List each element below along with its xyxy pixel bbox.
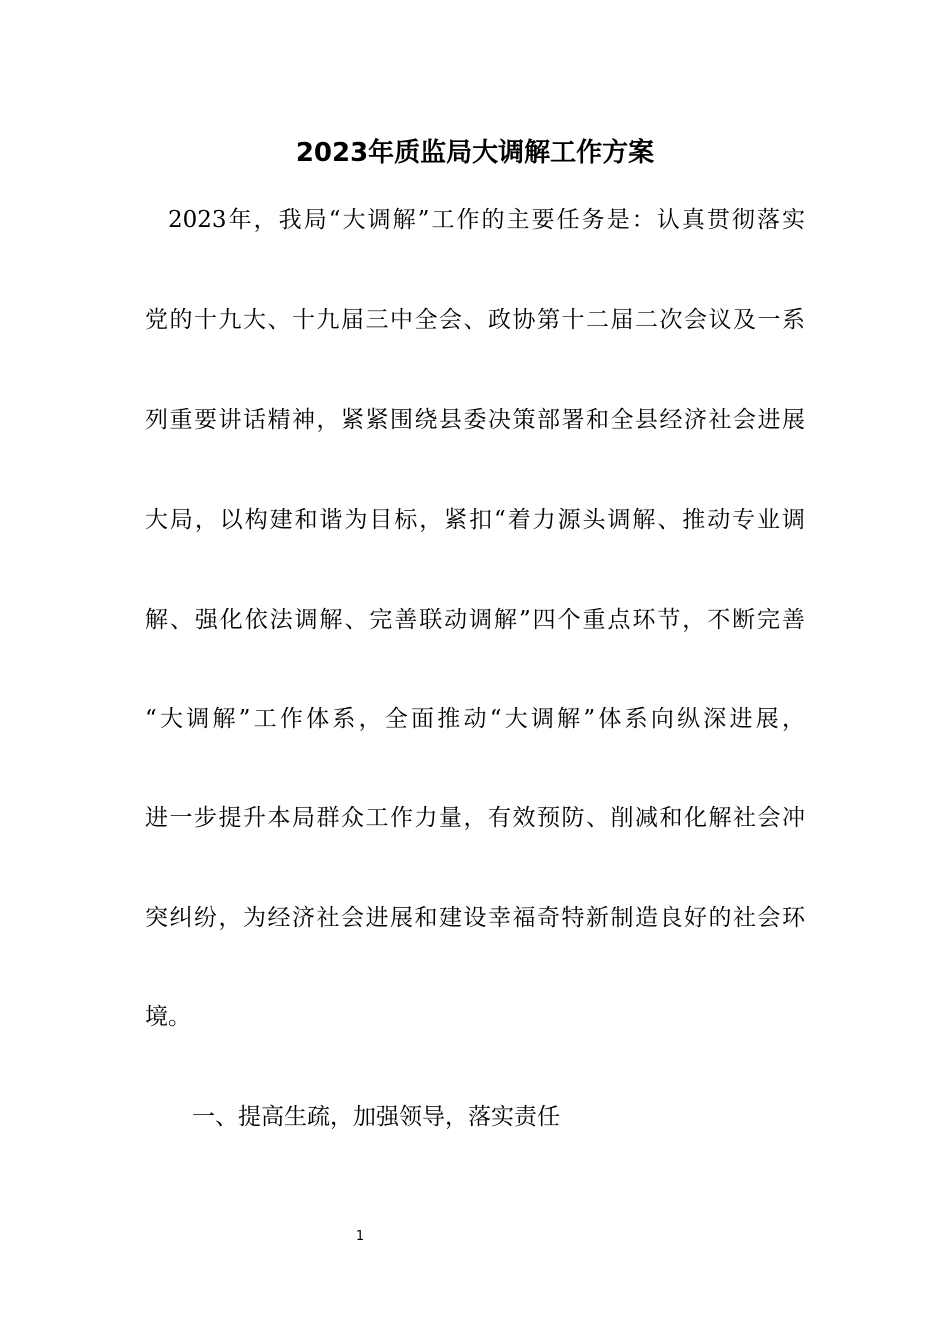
document-title: 2023年质监局大调解工作方案 — [295, 138, 655, 168]
paragraph-line-8: 突纠纷，为经济社会进展和建设幸福奇特新制造良好的社会环 — [145, 905, 805, 931]
paragraph-line-5: 解、强化依法调解、完善联动调解”四个重点环节，不断完善 — [145, 607, 805, 633]
paragraph-line-7: 进一步提升本局群众工作力量，有效预防、削减和化解社会冲 — [145, 805, 805, 831]
paragraph-line-1: 2023年，我局“大调解”工作的主要任务是：认真贯彻落实 — [168, 207, 805, 233]
section-heading: 一、提高生疏，加强领导，落实责任 — [192, 1104, 560, 1130]
paragraph-line-9: 境。 — [145, 1004, 191, 1030]
paragraph-line-2: 党的十九大、十九届三中全会、政协第十二届二次会议及一系 — [145, 307, 805, 333]
page-number: 1 — [355, 1229, 365, 1244]
paragraph-line-3: 列重要讲话精神，紧紧围绕县委决策部署和全县经济社会进展 — [145, 407, 805, 433]
paragraph-line-4: 大局，以构建和谐为目标，紧扣“着力源头调解、推动专业调 — [145, 507, 805, 533]
paragraph-line-6: “大调解”工作体系，全面推动“大调解”体系向纵深进展， — [145, 706, 805, 732]
